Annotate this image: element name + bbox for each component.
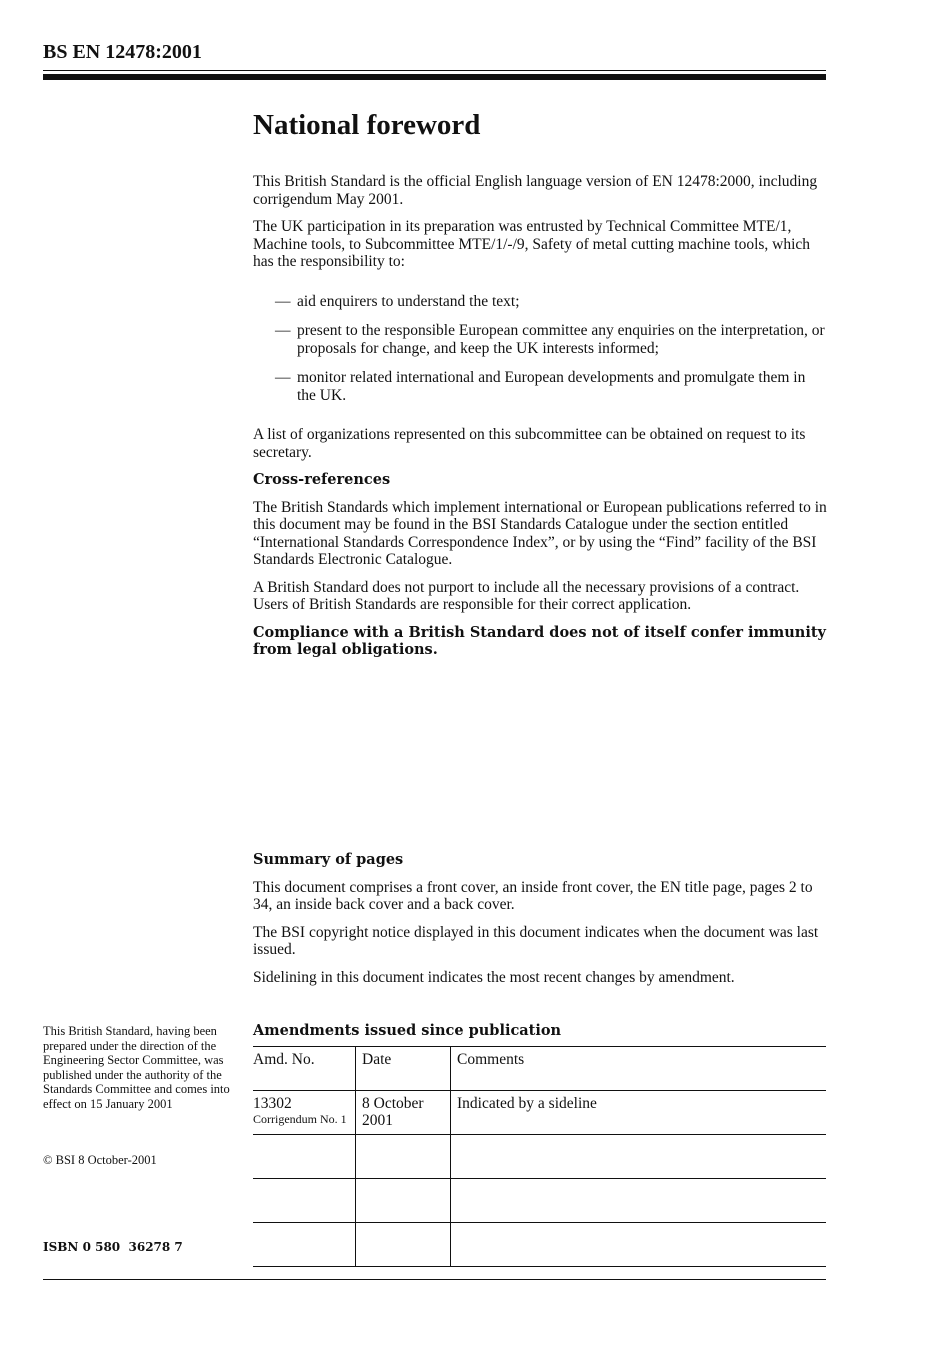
empty-cell xyxy=(451,1223,827,1267)
header-rule-thin xyxy=(43,70,826,71)
empty-cell xyxy=(356,1223,451,1267)
document-id-header: BS EN 12478:2001 xyxy=(43,41,202,63)
page-title: National foreword xyxy=(253,109,481,141)
empty-cell xyxy=(253,1135,356,1179)
list-item: — aid enquirers to understand the text; xyxy=(275,292,520,310)
sidelining-paragraph: Sidelining in this document indicates the most recent changes by amendment. xyxy=(253,968,735,986)
summary-of-pages-section xyxy=(253,851,828,996)
column-header-date: Date xyxy=(356,1047,451,1091)
footer-rule xyxy=(43,1279,826,1280)
committee-paragraph: The UK participation in its preparation was entrusted by Technical Committee MTE/1, Machine tools, to Subcommittee MTE/1/-/9, Safety of metal cutting machine tools, which has the responsibility to: xyxy=(253,218,811,270)
column-header-amd-no: Amd. No. xyxy=(253,1047,356,1091)
organizations-paragraph: A list of organizations represented on this subcommittee can be obtained on request to its secretary. xyxy=(253,426,806,461)
summary-heading: Summary of pages xyxy=(253,851,404,868)
copyright-notice-paragraph: The BSI copyright notice displayed in this document indicates when the document was last issued. xyxy=(253,923,819,958)
dash-marker: — xyxy=(275,292,291,310)
header-rule-thick xyxy=(43,74,826,80)
amd-corrigendum: Corrigendum No. 1 xyxy=(253,1112,347,1126)
table-row xyxy=(253,1179,826,1223)
amendments-section xyxy=(253,1022,826,1267)
provisions-paragraph: A British Standard does not purport to include all the necessary provisions of a contract. Users of British Standards are responsible for their correct application. xyxy=(253,578,800,613)
dash-marker: — xyxy=(275,369,291,386)
empty-cell xyxy=(451,1179,827,1223)
empty-cell xyxy=(356,1179,451,1223)
empty-cell xyxy=(253,1223,356,1267)
empty-cell xyxy=(356,1135,451,1179)
responsibility-list xyxy=(253,293,828,405)
national-foreword-section xyxy=(253,108,828,669)
compliance-statement: Compliance with a British Standard does not of itself confer immunity from legal obligations. xyxy=(253,623,826,658)
column-header-comments: Comments xyxy=(451,1047,827,1091)
comments-cell: Indicated by a sideline xyxy=(451,1091,827,1135)
table-row xyxy=(253,1135,826,1179)
table-header-row xyxy=(253,1047,826,1091)
amd-no-cell xyxy=(253,1091,356,1135)
list-item: — present to the responsible European committee any enquiries on the interpretation, or proposals for change, and keep the UK interests informed; xyxy=(275,322,825,357)
amendments-heading: Amendments issued since publication xyxy=(253,1022,562,1039)
isbn-text: ISBN 0 580 36278 7 xyxy=(43,1240,183,1254)
amendments-table xyxy=(253,1046,826,1267)
summary-paragraph: This document comprises a front cover, an inside front cover, the EN title page, pages 2 to 34, an inside back cover and a back cover. xyxy=(253,878,813,913)
empty-cell xyxy=(253,1179,356,1223)
cross-references-paragraph: The British Standards which implement international or European publications referred to in this document may be found in the BSI Standards Catalogue under the section entitled “International Standards Correspondence Index”, or by using the “Find” facility of the BSI Standards Electronic Catalogue. xyxy=(253,498,827,568)
cross-references-heading: Cross-references xyxy=(253,471,391,488)
dash-marker: — xyxy=(275,322,291,339)
empty-cell xyxy=(451,1135,827,1179)
table-row xyxy=(253,1091,826,1135)
publication-note: This British Standard, having been prepared under the direction of the Engineering Sector Committee, was published under the authority of the Standards Committee and comes into effect on 15 January 2001 xyxy=(43,1024,230,1111)
date-cell: 8 October 2001 xyxy=(356,1091,451,1135)
copyright-text: © BSI 8 October-2001 xyxy=(43,1153,157,1167)
intro-paragraph: This British Standard is the official English language version of EN 12478:2000, including corrigendum May 2001. xyxy=(253,173,818,208)
list-item: — monitor related international and European developments and promulgate them in the UK. xyxy=(275,369,806,404)
table-row xyxy=(253,1223,826,1267)
amd-number: 13302 xyxy=(253,1095,292,1112)
